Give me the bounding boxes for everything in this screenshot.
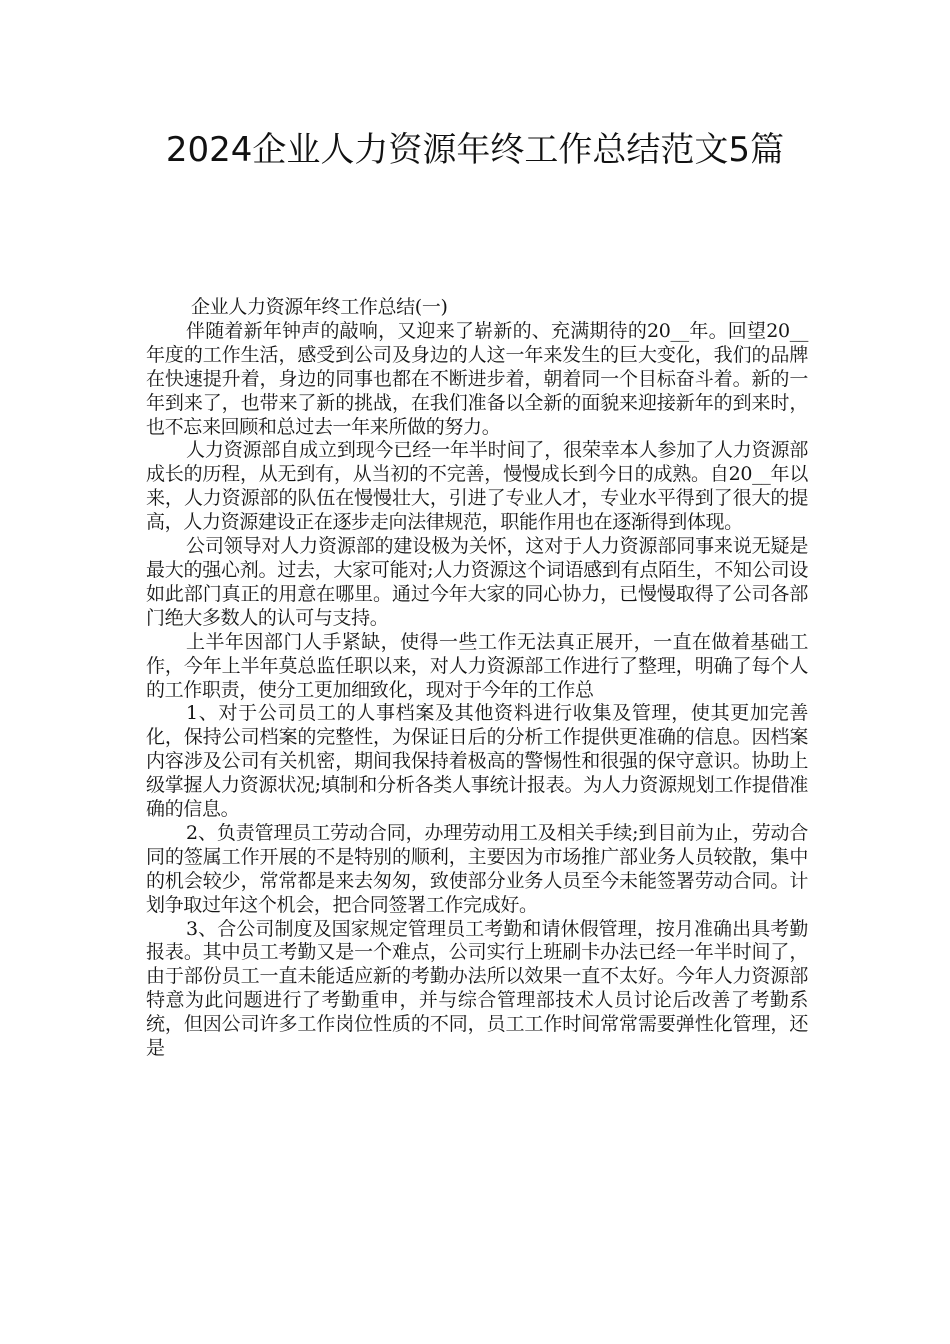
paragraph-first-half-year: 上半年因部门人手紧缺，使得一些工作无法真正展开，一直在做着基础工作，今年上半年莫总监任职以来，对人力资源部工作进行了整理，明确了每个人的工作职责，使分工更加细致化，现对于今年的工作总 bbox=[146, 630, 808, 701]
paragraph-item-2-contracts: 2、负责管理员工劳动合同，办理劳动用工及相关手续;到目前为止，劳动合同的签属工作开展的不是特别的顺利，主要因为市场推广部业务人员较散，集中的机会较少，常常都是来去匆匆，致使部分业务人员至今未能签署劳动合同。计划争取过年这个机会，把合同签署工作完成好。 bbox=[146, 821, 808, 916]
paragraph-item-3-attendance: 3、合公司制度及国家规定管理员工考勤和请休假管理，按月准确出具考勤报表。其中员工考勤又是一个难点，公司实行上班刷卡办法已经一年半时间了，由于部份员工一直未能适应新的考勤办法所以效果一直不太好。今年人力资源部特意为此问题进行了考勤重申，并与综合管理部技术人员讨论后改善了考勤系统，但因公司许多工作岗位性质的不同，员工工作时间常常需要弹性化管理，还是 bbox=[146, 917, 808, 1060]
document-body bbox=[146, 296, 808, 1061]
paragraph-leadership-support: 公司领导对人力资源部的建设极为关怀，这对于人力资源部同事来说无疑是最大的强心剂。过去，大家可能对;人力资源这个词语感到有点陌生，不知公司设如此部门真正的用意在哪里。通过今年大家的同心协力，已慢慢取得了公司各部门绝大多数人的认可与支持。 bbox=[146, 535, 808, 629]
section-heading: 企业人力资源年终工作总结(一) bbox=[191, 296, 448, 318]
paragraph-department-growth: 人力资源部自成立到现今已经一年半时间了，很荣幸本人参加了人力资源部成长的历程，从无到有，从当初的不完善，慢慢成长到今日的成熟。自20__年以来，人力资源部的队伍在慢慢壮大，引进了专业人才，专业水平得到了很大的提高，人力资源建设正在逐步走向法律规范，职能作用也在逐渐得到体现。 bbox=[146, 439, 808, 534]
paragraph-item-1-archives: 1、对于公司员工的人事档案及其他资料进行收集及管理，使其更加完善化，保持公司档案的完整性，为保证日后的分析工作提供更准确的信息。因档案内容涉及公司有关机密，期间我保持着极高的警惕性和很强的保守意识。协助上级掌握人力资源状况;填制和分析各类人事统计报表。为人力资源规划工作提借准确的信息。 bbox=[146, 702, 808, 821]
paragraph-intro: 伴随着新年钟声的敲响，又迎来了崭新的、充满期待的20__年。回望20__年度的工作生活，感受到公司及身边的人这一年来发生的巨大变化，我们的品牌在快速提升着，身边的同事也都在不断进步着，朝着同一个目标奋斗着。新的一年到来了，也带来了新的挑战，在我们准备以全新的面貌来迎接新年的到来时，也不忘来回顾和总过去一年来所做的努力。 bbox=[146, 319, 808, 438]
document-title: 2024企业人力资源年终工作总结范文5篇 bbox=[165, 130, 785, 170]
